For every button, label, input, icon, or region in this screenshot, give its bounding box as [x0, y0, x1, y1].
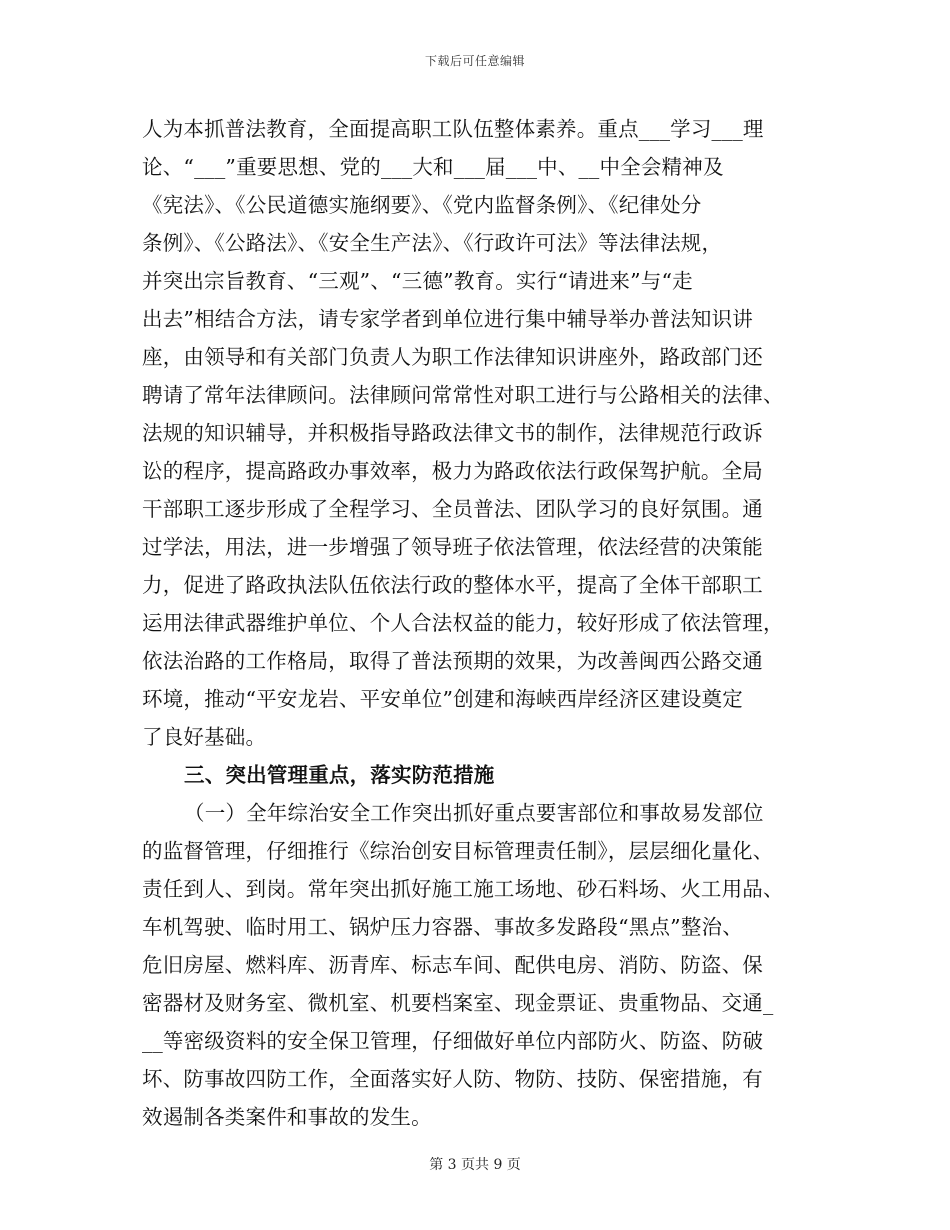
body-line: 论、“___”重要思想、党的___大和___届___中、__中全会精神及 — [142, 155, 724, 179]
section-line: 密器材及财务室、微机室、机要档案室、现金票证、贵重物品、交通_ — [142, 991, 774, 1015]
body-line: 力，促进了路政执法队伍依法行政的整体水平，提高了全体干部职工 — [142, 573, 763, 597]
section-line: 责任到人、到岗。常年突出抓好施工施工场地、砂石料场、火工用品、 — [142, 877, 784, 901]
body-line: 条例》、《公路法》、《安全生产法》、《行政许可法》等法律法规， — [142, 231, 723, 255]
body-line: 出去”相结合方法，请专家学者到单位进行集中辅导举办普法知识讲 — [142, 307, 753, 331]
section-line: 坏、防事故四防工作，全面落实好人防、物防、技防、保密措施，有 — [142, 1067, 763, 1091]
body-line: 讼的程序，提高路政办事效率，极力为路政依法行政保驾护航。全局 — [142, 459, 763, 483]
section-line: （一）全年综治安全工作突出抓好重点要害部位和事故易发部位 — [184, 801, 764, 825]
page-header: 下载后可任意编辑 — [424, 54, 525, 68]
body-line: 法规的知识辅导，并积极指导路政法律文书的制作，法律规范行政诉 — [142, 421, 763, 445]
section-line: __等密级资料的安全保卫管理，仔细做好单位内部防火、防盗、防破 — [142, 1029, 764, 1053]
body-line: 依法治路的工作格局，取得了普法预期的效果，为改善闽西公路交通 — [142, 649, 763, 673]
section-heading: 三、突出管理重点，落实防范措施 — [184, 763, 495, 787]
section-line: 车机驾驶、临时用工、锅炉压力容器、事故多发路段“黑点”整治、 — [142, 915, 743, 939]
page-number: 第 3 页共 9 页 — [429, 1157, 521, 1173]
section-line: 效遏制各类案件和事故的发生。 — [142, 1105, 432, 1129]
body-line: 《宪法》、《公民道德实施纲要》、《党内监督条例》、《纪律处分 — [142, 193, 702, 217]
body-line: 人为本抓普法教育，全面提高职工队伍整体素养。重点___学习___理 — [142, 117, 764, 141]
section-line: 的监督管理，仔细推行《综治创安目标管理责任制》，层层细化量化、 — [142, 839, 774, 863]
document-body — [142, 110, 802, 1136]
body-line: 干部职工逐步形成了全程学习、全员普法、团队学习的良好氛围。通 — [142, 497, 763, 521]
body-line: 运用法律武器维护单位、个人合法权益的能力，较好形成了依法管理， — [142, 611, 784, 635]
body-line: 聘请了常年法律顾问。法律顾问常常性对职工进行与公路相关的法律、 — [142, 383, 784, 407]
body-line: 环境，推动“平安龙岩、平安单位”创建和海峡西岸经济区建设奠定 — [142, 687, 743, 711]
body-line: 并突出宗旨教育、“三观”、“三德”教育。实行“请进来”与“走 — [142, 269, 693, 293]
body-line: 座，由领导和有关部门负责人为职工作法律知识讲座外，路政部门还 — [142, 345, 763, 369]
body-line: 过学法，用法，进一步增强了领导班子依法管理，依法经营的决策能 — [142, 535, 763, 559]
section-line: 危旧房屋、燃料库、沥青库、标志车间、配供电房、消防、防盗、保 — [142, 953, 763, 977]
body-line: 了良好基础。 — [142, 725, 267, 749]
